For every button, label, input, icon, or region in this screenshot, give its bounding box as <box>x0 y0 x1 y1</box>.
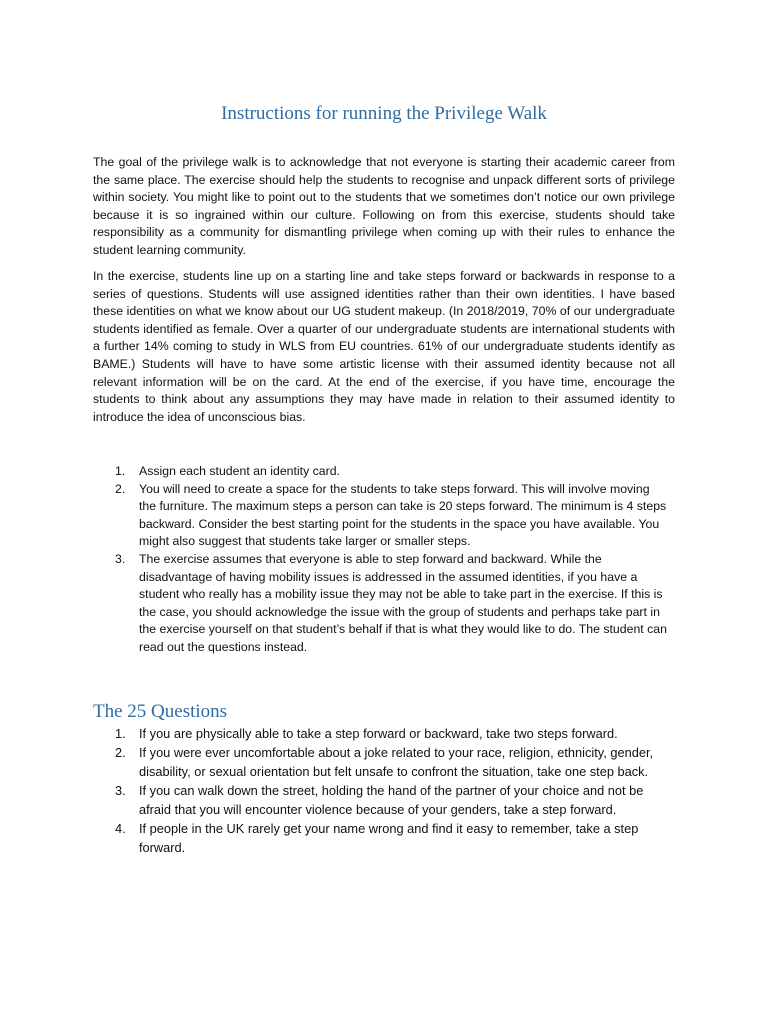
list-item <box>93 481 675 551</box>
questions-heading: The 25 Questions <box>93 701 228 722</box>
list-item-number: 2. <box>115 745 126 760</box>
list-item-number: 3. <box>115 783 126 798</box>
list-item-number: 1. <box>115 726 126 741</box>
questions-list <box>93 724 675 857</box>
list-item <box>93 463 675 481</box>
document-title: Instructions for running the Privilege Walk <box>221 103 547 124</box>
list-item-text: The exercise assumes that everyone is able to step forward and backward. While the disadvantage of having mobility issues is addressed in the assumed identities, if you have a student who really has a mobility issue they may not be able to take part in the exercise. If this is the case, you should acknowledge the issue with the group of students and perhaps take part in the exercise yourself on that student’s behalf if that is what they would like to do. The student can read out the questions instead. <box>139 551 667 654</box>
list-item-text: You will need to create a space for the students to take steps forward. This will involve moving the furniture. The maximum steps a person can take is 20 steps forward. The minimum is 4 steps backward. Consider the best starting point for the students in the space you have available. You might also suggest that students take larger or smaller steps. <box>139 481 667 549</box>
list-item-number: 2. <box>115 481 126 496</box>
list-item-number: 3. <box>115 551 126 566</box>
list-item-number: 4. <box>115 821 126 836</box>
list-item <box>93 781 675 819</box>
list-item <box>93 724 675 743</box>
list-item-text: If you are physically able to take a step forward or backward, take two steps forward. <box>139 726 618 741</box>
list-item <box>93 819 675 857</box>
list-item <box>93 551 675 657</box>
intro-paragraph: The goal of the privilege walk is to acknowledge that not everyone is starting their academic career from the same place. The exercise should help the students to recognise and unpack different sorts of privilege within society. You might like to point out to the students that we sometimes don’t notice our own privilege because it is so ingrained within our culture. Following on from this exercise, students should take responsibility as a community for dismantling privilege when coming up with their rules to enhance the student learning community. <box>93 155 675 257</box>
intro-paragraph: In the exercise, students line up on a starting line and take steps forward or backwards in response to a series of questions. Students will use assigned identities rather than their own identities. I have based these identities on what we know about our UG student makeup. (In 2018/2019, 70% of our undergraduate students identified as female. Over a quarter of our undergraduate students are international students with a further 14% coming to study in WLS from EU countries. 61% of our undergraduate students identify as BAME.) Students will have to have some artistic license with their assumed identity because not all relevant information will be on the card. At the end of the exercise, if you have time, encourage the students to think about any assumptions they may have made in relation to their assumed identity to introduce the idea of unconscious bias. <box>93 269 675 424</box>
instruction-steps-list <box>93 463 675 657</box>
list-item <box>93 743 675 781</box>
list-item-text: Assign each student an identity card. <box>139 464 340 478</box>
list-item-text: If you were ever uncomfortable about a joke related to your race, religion, ethnicity, gender, disability, or sexual orientation but felt unsafe to confront the situation, take one step back. <box>139 745 654 779</box>
list-item-text: If you can walk down the street, holding the hand of the partner of your choice and not be afraid that you will encounter violence because of your genders, take a step forward. <box>139 783 644 817</box>
list-item-number: 1. <box>115 464 126 478</box>
list-item-text: If people in the UK rarely get your name wrong and find it easy to remember, take a step forward. <box>139 821 639 855</box>
